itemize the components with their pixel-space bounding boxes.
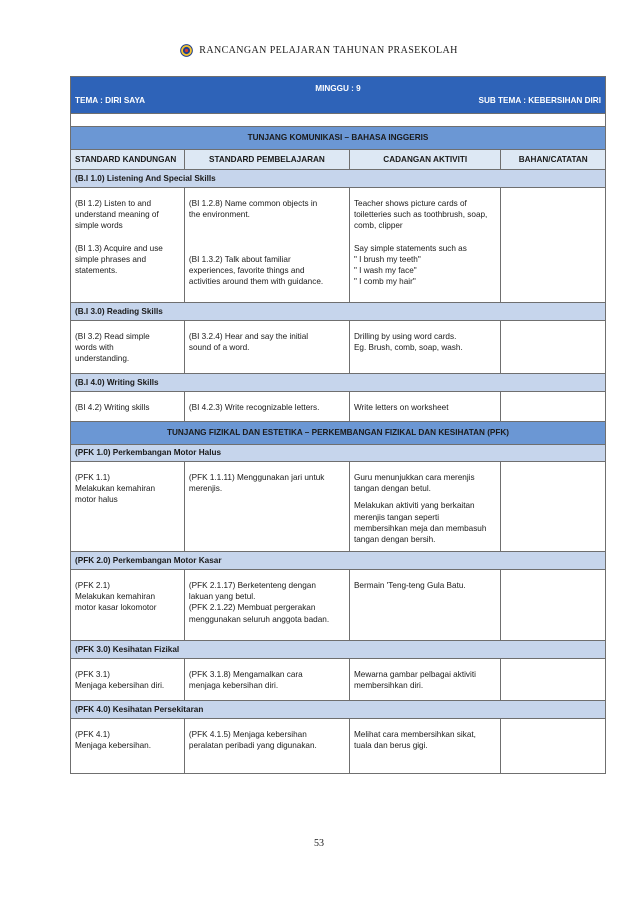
section-title: (B.I 1.0) Listening And Special Skills <box>71 170 606 188</box>
table-row: (PFK 3.1) Menjaga kebersihan diri. (PFK 3.1.8) Mengamalkan cara menjaga kebersihan diri. Mewarna gambar pelbagai aktiviti membersihkan diri. <box>71 659 606 701</box>
strand-header-row <box>71 422 606 445</box>
week-label: MINGGU : 9 <box>315 84 361 93</box>
section-row <box>71 170 606 188</box>
subtheme-label: SUB TEMA : KEBERSIHAN DIRI <box>478 96 601 105</box>
table-row: (PFK 1.1) Melakukan kemahiran motor halus (PFK 1.1.11) Menggunakan jari untuk merenjis. Guru menunjukkan cara merenjis tangan dengan betul. Melakukan aktiviti yang berkaitan merenjis tangan seperti membersihkan meja dan membasuh tangan dengan bersih. <box>71 462 606 552</box>
section-row <box>71 641 606 659</box>
week-header-row <box>71 77 606 114</box>
table-row: (BI 1.2) Listen to and understand meaning of simple words (BI 1.3) Acquire and use simple phrases and statements. (BI 1.2.8) Name common objects in the environment. (BI 1.3.2) Talk about familiar experiences, favorite things and activities around them with guidance. Teacher shows picture cards of toiletteries such as toothbrush, soap, comb, clipper Say simple statements such as " I brush my teeth" " I wash my face" " I comb my hair" <box>71 188 606 303</box>
page-header <box>0 40 638 60</box>
table-row: (PFK 4.1) Menjaga kebersihan. (PFK 4.1.5) Menjaga kebersihan peralatan peribadi yang digunakan. Melihat cara membersihkan sikat, tuala dan berus gigi. <box>71 719 606 774</box>
ministry-seal-icon <box>180 44 193 57</box>
section-title: (B.I 4.0) Writing Skills <box>71 374 606 392</box>
column-header: STANDARD PEMBELAJARAN <box>184 150 349 170</box>
spacer-row <box>71 114 606 127</box>
strand-header-row <box>71 127 606 150</box>
column-header: STANDARD KANDUNGAN <box>71 150 185 170</box>
column-header-row <box>71 150 606 170</box>
column-header: BAHAN/CATATAN <box>501 150 606 170</box>
section-row <box>71 374 606 392</box>
theme-label: TEMA : DIRI SAYA <box>75 96 146 105</box>
section-row <box>71 552 606 570</box>
strand-komunikasi-title: TUNJANG KOMUNIKASI – BAHASA INGGERIS <box>71 127 606 150</box>
header-title: RANCANGAN PELAJARAN TAHUNAN PRASEKOLAH <box>199 44 458 56</box>
table-row: (BI 3.2) Read simple words with understanding. (BI 3.2.4) Hear and say the initial sound of a word. Drilling by using word cards. Eg. Brush, comb, soap, wash. <box>71 321 606 374</box>
section-title: (PFK 3.0) Kesihatan Fizikal <box>71 641 606 659</box>
table-row: (BI 4.2) Writing skills (BI 4.2.3) Write recognizable letters. Write letters on worksheet <box>71 392 606 422</box>
section-row <box>71 701 606 719</box>
section-title: (PFK 2.0) Perkembangan Motor Kasar <box>71 552 606 570</box>
strand-fizikal-title: TUNJANG FIZIKAL DAN ESTETIKA – PERKEMBANGAN FIZIKAL DAN KESIHATAN (PFK) <box>71 422 606 445</box>
table-row: (PFK 2.1) Melakukan kemahiran motor kasar lokomotor (PFK 2.1.17) Berketenteng dengan lakuan yang betul. (PFK 2.1.22) Membuat pergerakan menggunakan seluruh anggota badan. Bermain 'Teng-teng Gula Batu. <box>71 570 606 641</box>
section-title: (PFK 1.0) Perkembangan Motor Halus <box>71 445 606 462</box>
page-number: 53 <box>314 838 324 849</box>
yearly-plan-table <box>70 76 606 774</box>
section-title: (PFK 4.0) Kesihatan Persekitaran <box>71 701 606 719</box>
column-header: CADANGAN AKTIVITI <box>349 150 501 170</box>
section-row <box>71 303 606 321</box>
section-row <box>71 445 606 462</box>
section-title: (B.I 3.0) Reading Skills <box>71 303 606 321</box>
